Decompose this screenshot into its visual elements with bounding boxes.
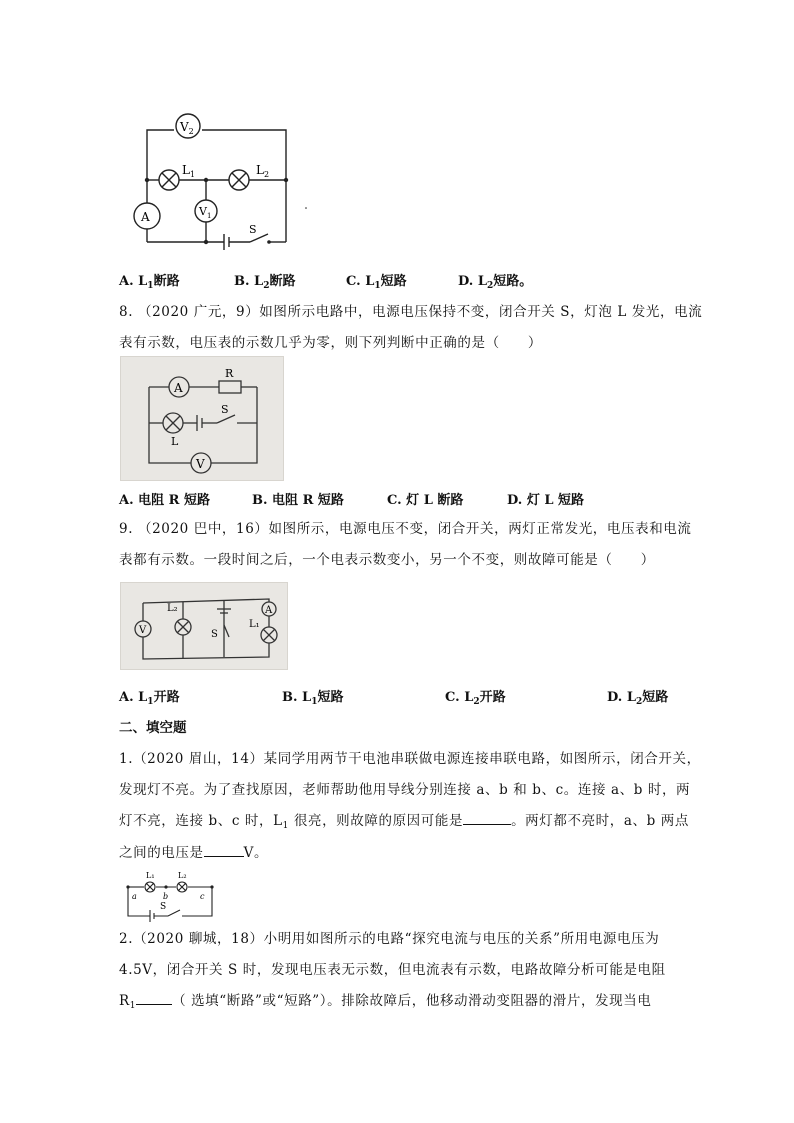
q8-circuit-photo [120, 356, 284, 481]
l1-label: $L_1$ [182, 163, 196, 179]
q9-ammeter-label: A [265, 605, 273, 616]
v2-label: $V_2$ [180, 120, 194, 136]
q8-ammeter-label: A [174, 381, 183, 395]
f1-blank-1[interactable] [463, 811, 511, 825]
q8-option-c[interactable]: C. 灯 L 断路 [387, 493, 464, 508]
q7-option-b[interactable]: B. $L_2$断路 [234, 274, 296, 291]
l2-label: $L_2$ [256, 163, 270, 179]
f1-line-1: 1.（2020 眉山，14）某同学用两节干电池串联做电源连接串联电路，如图所示，闭合开关， [119, 751, 701, 767]
f1-circuit-figure [120, 870, 220, 922]
ammeter-label: A [141, 210, 150, 224]
f1-point-c: c [200, 892, 205, 901]
f1-l1-label: L₁ [146, 871, 155, 880]
q9-l1-label: L₁ [249, 619, 260, 630]
q8-option-d[interactable]: D. 灯 L 短路 [507, 493, 585, 508]
switch-label: S [249, 223, 257, 236]
f1-point-b: b [163, 892, 169, 901]
q9-l2-label: L₂ [167, 603, 178, 614]
q9-voltmeter-label: V [139, 625, 147, 636]
q7-option-d[interactable]: D. $L_2$短路。 [458, 274, 533, 291]
q7-circuit-figure [126, 110, 316, 250]
f1-line-4: 之间的电压是 V。 [119, 845, 269, 861]
f1-line-3: 灯不亮，连接 b、c 时，$L_1$ 很亮，则故障的原因可能是 。两灯都不亮时，a、b 两点 [119, 813, 689, 831]
q9-switch-label: S [211, 629, 218, 640]
q8-line-1: 8. （2020 广元，9）如图所示电路中，电源电压保持不变，闭合开关 S，灯泡 L 发光，电流 [119, 304, 703, 320]
f1-blank-2[interactable] [204, 843, 244, 857]
q7-option-c[interactable]: C. $L_1$短路 [346, 274, 407, 291]
f2-blank-1[interactable] [136, 991, 172, 1005]
f1-l2-label: L₂ [178, 871, 187, 880]
q8-option-b[interactable]: B. 电阻 R 短路 [252, 493, 344, 508]
q9-line-2: 表都有示数。一段时间之后，一个电表示数变小，另一个不变，则故障可能是（ ） [119, 552, 655, 568]
q7-option-a[interactable]: A. $L_1$断路 [119, 274, 180, 291]
q9-option-b[interactable]: B. $L_1$短路 [282, 690, 344, 707]
f1-point-a: a [132, 892, 137, 901]
section-title: 二、填空题 [119, 720, 187, 736]
q9-option-d[interactable]: D. $L_2$短路 [607, 690, 669, 707]
f2-line-1: 2.（2020 聊城，18）小明用如图所示的电路“探究电流与电压的关系”所用电源电压为 [119, 931, 660, 947]
q8-voltmeter-label: V [196, 457, 205, 471]
v1-label: $V_1$ [199, 205, 212, 220]
q9-circuit-photo [120, 582, 288, 670]
q8-line-2: 表有示数，电压表的示数几乎为零，则下列判断中正确的是（ ） [119, 335, 542, 351]
f1-switch-label: S [160, 902, 167, 912]
f1-line-2: 发现灯不亮。为了查找原因，老师帮助他用导线分别连接 a、b 和 b、c。连接 a、b 时，两 [119, 782, 691, 798]
q9-option-a[interactable]: A. $L_1$开路 [119, 690, 180, 707]
q8-option-a[interactable]: A. 电阻 R 短路 [119, 493, 210, 508]
q9-line-1: 9. （2020 巴中，16）如图所示，电源电压不变，闭合开关，两灯正常发光，电压表和电流 [119, 521, 692, 537]
q8-resistor-label: R [225, 367, 234, 380]
f2-line-3: $R_1$ （ 选填“断路”或“短路”）。排除故障后，他移动滑动变阻器的滑片，发现当电 [119, 993, 652, 1011]
q8-switch-label: S [221, 403, 229, 416]
q9-option-c[interactable]: C. $L_2$开路 [445, 690, 506, 707]
q8-lamp-label: L [171, 435, 179, 448]
f2-line-2: 4.5V，闭合开关 S 时，发现电压表无示数，但电流表有示数，电路故障分析可能是电阻 [119, 962, 666, 978]
